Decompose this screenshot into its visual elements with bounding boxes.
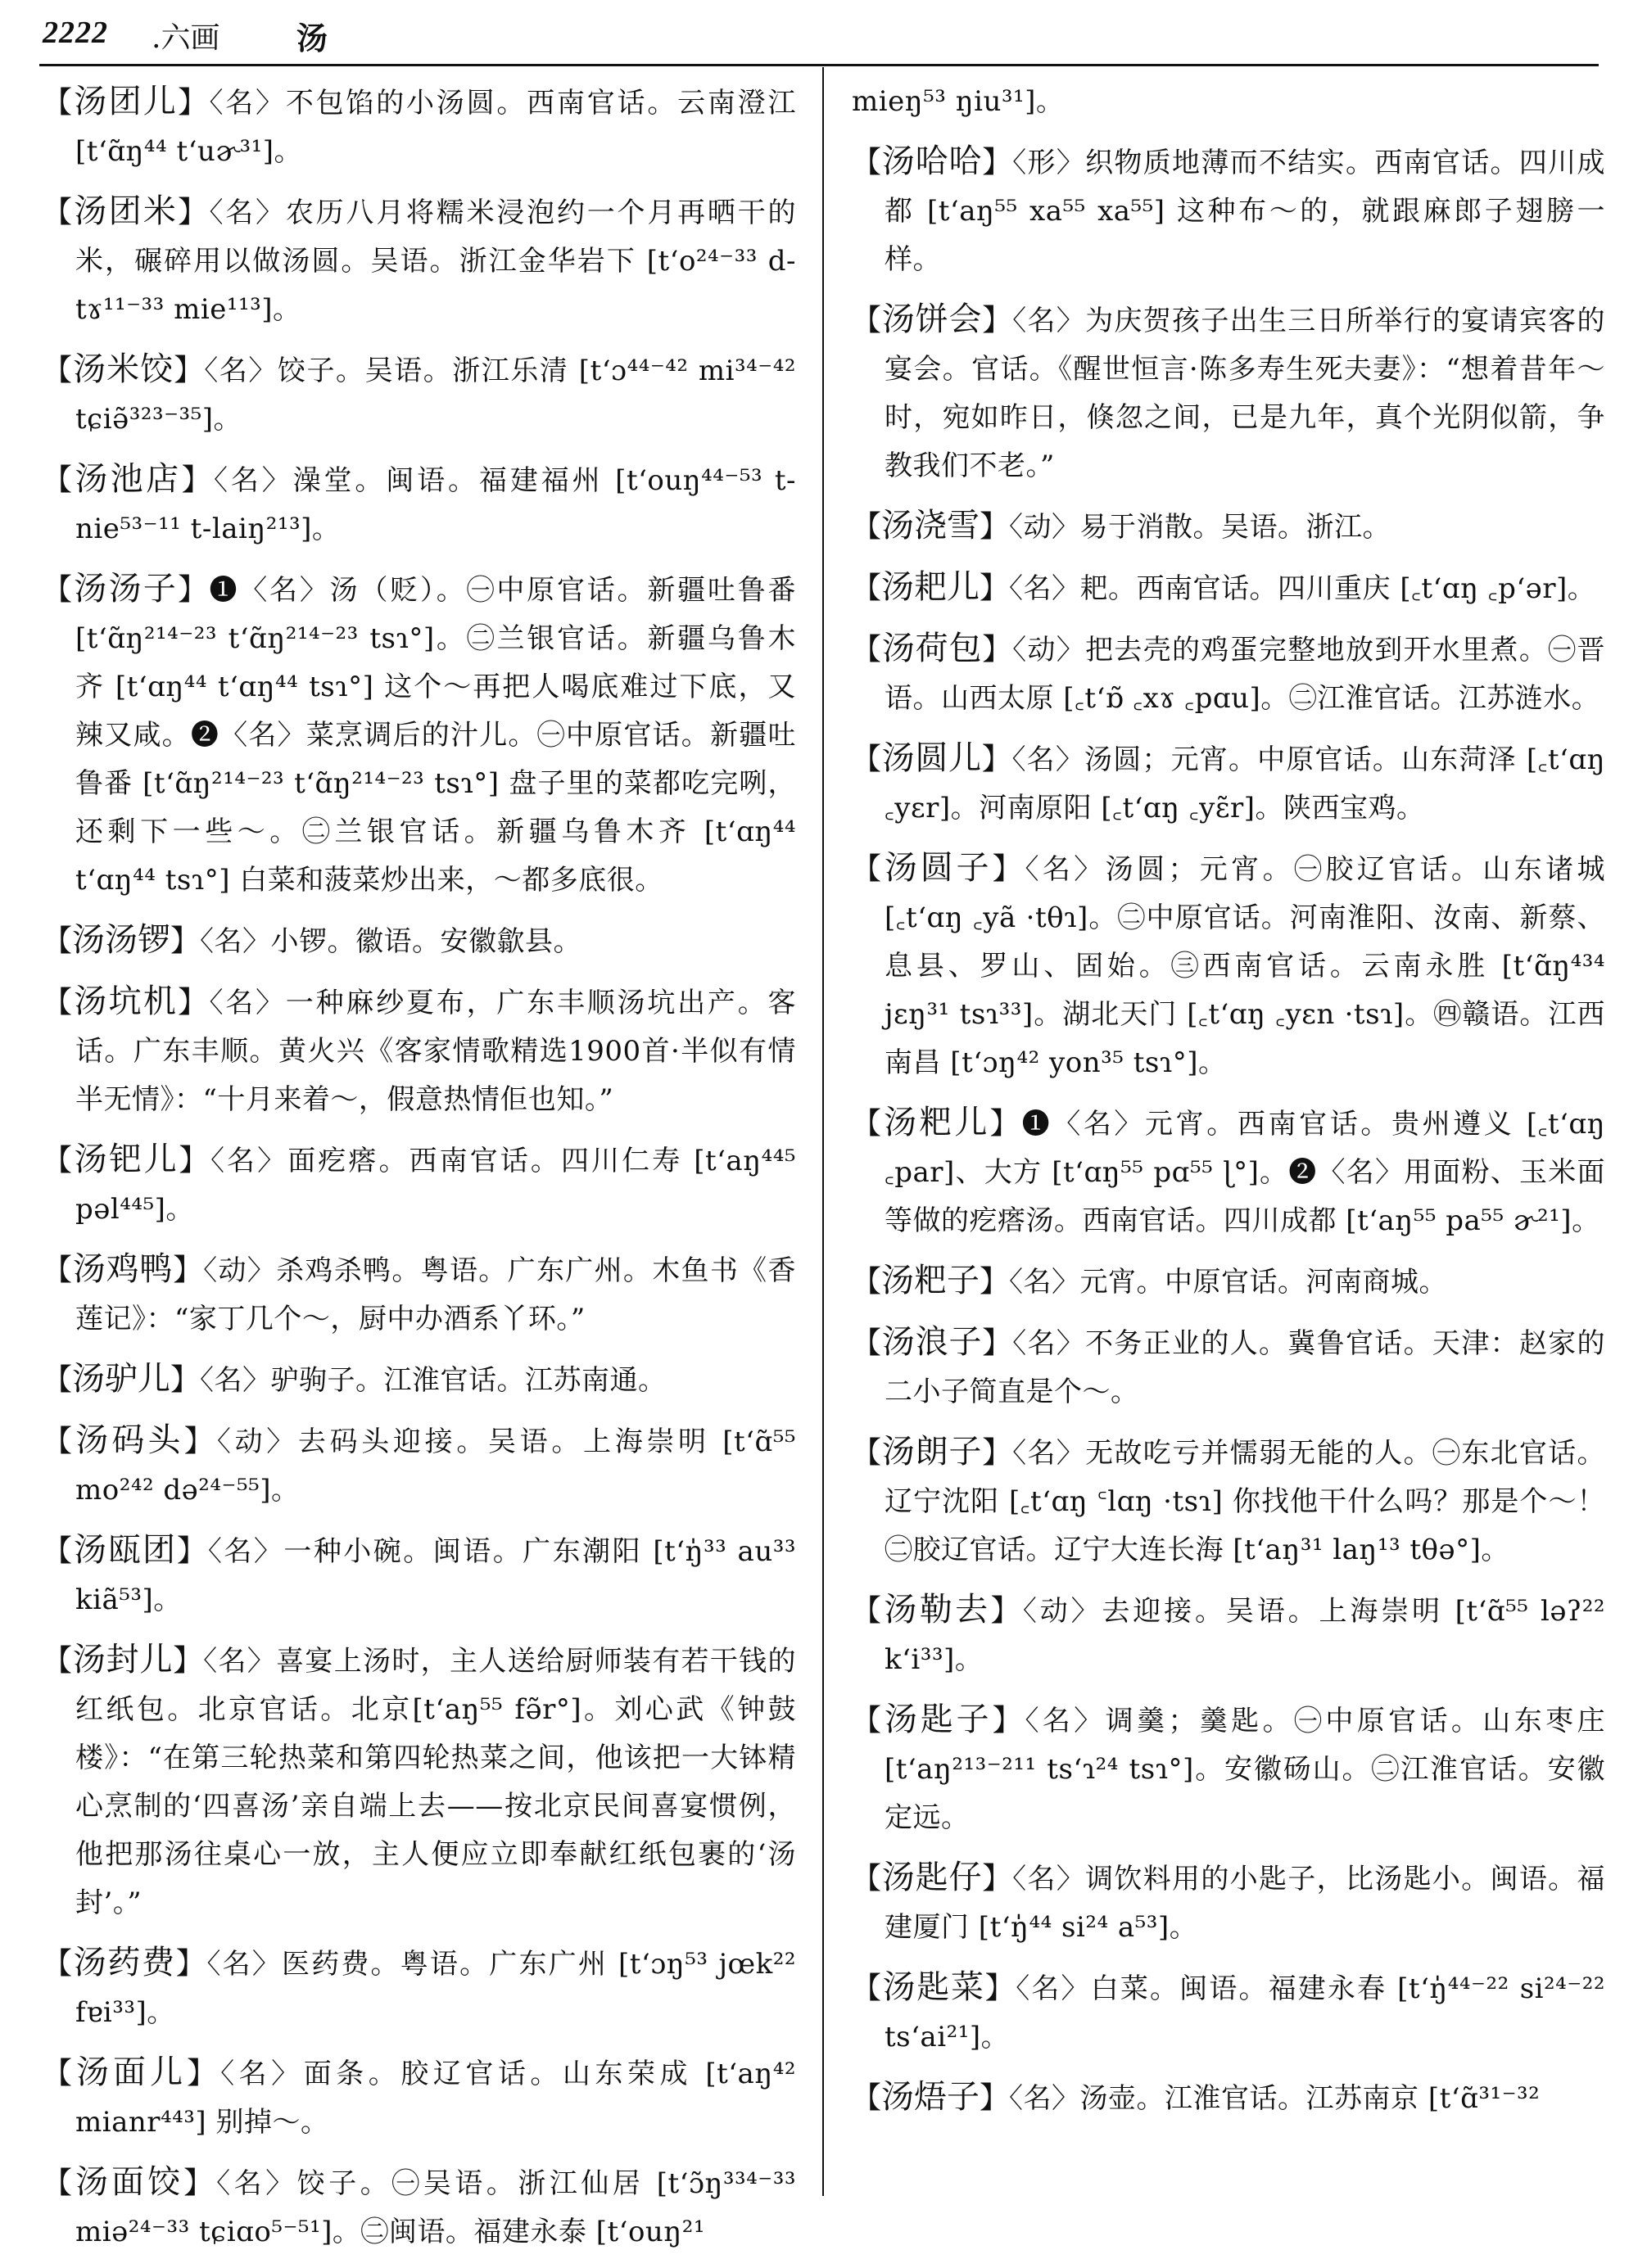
dictionary-entry [852,625,1605,723]
entry-definition: 〈名〉饺子。㊀吴语。浙江仙居 [t‘ɔ̃ŋ³³⁴⁻³³ miə²⁴⁻³³ tɕiɑo⁵⁻⁵¹]。㊁闽语。福建永泰 [t‘ouŋ²¹ [75,2167,796,2248]
entry-definition: 〈名〉耙。西南官话。四川重庆 [꜀t‘ɑŋ ꜀p‘ər]。 [1009,572,1596,605]
entry-headword: 【汤汤锣】 [43,921,201,959]
entry-headword: 【汤粑儿】 [852,1104,1022,1141]
entry-definition: ❶〈名〉元宵。西南官话。贵州遵义 [꜀t‘ɑŋ ꜀par]、大方 [t‘ɑŋ⁵⁵ pɑ⁵⁵ ɭ°]。❷〈名〉用面粉、玉米面等做的疙瘩汤。西南官话。四川成都 [t‘aŋ⁵⁵ pa⁵⁵ ɚ²¹]。 [885,1108,1605,1237]
entry-headword: 【汤圆儿】 [852,739,1012,777]
dictionary-entry [43,978,796,1124]
entry-definition: 〈名〉一种小碗。闽语。广东潮阳 [t‘ŋ̍³³ au³³ kiã⁵³]。 [75,1535,796,1616]
entry-headword: 【汤粑子】 [852,1262,1010,1299]
page-header [0,0,1638,67]
entry-headword: 【汤荷包】 [852,630,1013,667]
dictionary-entry [43,346,796,444]
dictionary-entry [852,1099,1605,1245]
dictionary-entry [43,78,796,176]
entry-definition: ❶〈名〉汤（贬）。㊀中原官话。新疆吐鲁番 [t‘ɑ̃ŋ²¹⁴⁻²³ t‘ɑ̃ŋ²¹⁴⁻²³ tsɿ°]。㊁兰银官话。新疆乌鲁木齐 [t‘ɑŋ⁴⁴ t‘ɑŋ⁴⁴ tsɿ°] 这个～再把人喝底难过下底，又辣又咸。❷〈名〉菜烹调后的汁儿。㊀中原官话。新疆吐鲁番 [t‘ɑ̃ŋ²¹⁴⁻²³ t‘ɑ̃ŋ²¹⁴⁻²³ tsɿ°] 盘子里的菜都吃完咧，还剩下一些～。㊁兰银官话。新疆乌鲁木齐 [t‘ɑŋ⁴⁴ t‘ɑŋ⁴⁴ tsɿ°] 白菜和菠菜炒出来，～都多底很。 [75,574,796,897]
section-label: .六画 [152,21,220,55]
dictionary-entry [43,187,796,334]
dictionary-entry [43,455,796,553]
entry-headword: 【汤米饺】 [43,350,205,388]
entry-headword: 【汤钯儿】 [43,1141,210,1178]
head-character: 汤 [296,20,328,56]
dictionary-entry [852,734,1605,833]
entry-headword: 【汤圆子】 [852,849,1025,887]
dictionary-entry [43,2049,796,2147]
dictionary-entry [852,1257,1605,1307]
entry-definition: 〈名〉医药费。粤语。广东广州 [t‘ɔŋ⁵³ jœk²² fɐi³³]。 [75,1948,796,2029]
entry-headword: 【汤勒去】 [852,1591,1023,1629]
entry-headword: 【汤汤子】 [43,570,210,608]
entry-headword: 【汤码头】 [43,1421,217,1459]
entry-headword: 【汤哈哈】 [852,142,1013,180]
entry-definition: 〈名〉汤壶。江淮官话。江苏南京 [t‘ɑ̃³¹⁻³² [1009,2082,1541,2115]
entry-definition: 〈名〉元宵。中原官话。河南商城。 [1009,1266,1448,1299]
entry-definition: 〈动〉杀鸡杀鸭。粤语。广东广州。木鱼书《香莲记》：“家丁几个～，厨中办酒系丫环。” [75,1254,796,1335]
entry-definition: 〈名〉小锣。徽语。安徽歙县。 [200,925,582,958]
entry-headword: 【汤驴儿】 [43,1360,201,1398]
entry-headword: 【汤面儿】 [43,2053,221,2091]
column-divider [822,67,824,2196]
entry-headword: 【汤匙菜】 [852,1968,1016,2006]
entry-definition: 〈名〉驴驹子。江淮官话。江苏南通。 [200,1364,667,1397]
entry-definition: 〈动〉易于消散。吴语。浙江。 [1009,511,1391,544]
entry-definition: mieŋ⁵³ ŋiu³¹]。 [852,85,1065,118]
dictionary-entry [43,1416,796,1515]
entry-definition: 〈名〉一种麻纱夏布，广东丰顺汤坑出产。客话。广东丰顺。黄火兴《客家情歌精选1900首·半似有情半无情》：“十月来着～，假意热情佢也知。” [75,987,796,1116]
entry-definition: 〈名〉面条。胶辽官话。山东荣成 [t‘aŋ⁴² mianr⁴⁴³] 别掉～。 [75,2058,796,2139]
entry-headword: 【汤团儿】 [43,83,210,120]
dictionary-entry [852,563,1605,613]
dictionary-entry [43,2158,796,2257]
dictionary-entry [43,1136,796,1234]
entry-headword: 【汤匙子】 [852,1701,1025,1738]
dictionary-entry [852,2073,1605,2123]
entry-definition: 〈名〉无故吃亏并懦弱无能的人。㊀东北官话。辽宁沈阳 [꜀t‘ɑŋ ꜂lɑŋ ·tsɿ] 你找他干什么吗？那是个～！㊁胶辽官话。辽宁大连长海 [t‘aŋ³¹ laŋ¹³ tθə°]。 [885,1437,1605,1566]
entry-definition: 〈名〉白菜。闽语。福建永春 [t‘ŋ̍⁴⁴⁻²² si²⁴⁻²² ts‘ai²¹]。 [885,1972,1605,2053]
dictionary-entry [43,1355,796,1405]
entry-definition: 〈名〉喜宴上汤时，主人送给厨师装有若干钱的红纸包。北京官话。北京[t‘aŋ⁵⁵ fə̃r°]。刘心武《钟鼓楼》：“在第三轮热菜和第四轮热菜之间，他该把一大钵精心烹制的‘四喜汤’亲自端上去——按北京民间喜宴惯例，他把那汤往桌心一放，主人便应立即奉献红纸包裹的‘汤封’。” [75,1645,796,1919]
entry-headword: 【汤团米】 [43,192,210,230]
entry-definition: 〈名〉汤圆；元宵。㊀胶辽官话。山东诸城 [꜀t‘ɑŋ ꜀yã ·tθɿ]。㊁中原官话。河南淮阳、汝南、新蔡、息县、罗山、固始。㊂西南官话。云南永胜 [t‘ɑ̃ŋ⁴³⁴ jɛŋ³¹ tsɿ³³]。湖北天门 [꜀t‘ɑŋ ꜀yɛn ·tsɿ]。㊃赣语。江西南昌 [t‘ɔŋ⁴² yon³⁵ tsɿ°]。 [885,853,1605,1079]
entry-definition: 〈动〉去迎接。吴语。上海崇明 [t‘ɑ̃⁵⁵ ləʔ²² k‘i³³]。 [885,1595,1605,1676]
entry-definition: 〈名〉饺子。吴语。浙江乐清 [t‘ɔ⁴⁴⁻⁴² mi³⁴⁻⁴² tɕiə̃³²³⁻³⁵]。 [75,355,796,436]
entry-definition: 〈名〉调羹；羹匙。㊀中原官话。山东枣庄 [t‘aŋ²¹³⁻²¹¹ ts‘ɿ²⁴ tsɿ°]。安徽砀山。㊁江淮官话。安徽定远。 [885,1705,1605,1834]
dictionary-entry [43,565,796,905]
dictionary-entry [43,1636,796,1927]
entry-definition: 〈名〉澡堂。闽语。福建福州 [t‘ouŋ⁴⁴⁻⁵³ t-nie⁵³⁻¹¹ t-laiŋ²¹³]。 [75,464,796,545]
entry-headword: 【汤耙儿】 [852,568,1010,606]
entry-headword: 【汤池店】 [43,460,214,498]
entry-headword: 【汤饼会】 [852,300,1013,338]
page-number: 2222 [43,16,108,50]
dictionary-entry [852,1696,1605,1842]
dictionary-entry [852,296,1605,490]
right-column [852,78,1605,2135]
entry-definition: 〈动〉去码头迎接。吴语。上海崇明 [t‘ɑ̃⁵⁵ mo²⁴² də²⁴⁻⁵⁵]。 [75,1425,796,1507]
entry-definition: 〈名〉不包馅的小汤圆。西南官话。云南澄江 [t‘ɑ̃ŋ⁴⁴ t‘uɚ³¹]。 [75,87,796,168]
dictionary-entry [852,844,1605,1087]
entry-headword: 【汤浇雪】 [852,507,1010,544]
entry-definition: 〈动〉把去壳的鸡蛋完整地放到开水里煮。㊀晋语。山西太原 [꜀t‘ɒ̃ ꜀xɤ ꜀pɑu]。㊁江淮官话。江苏涟水。 [885,634,1605,715]
entry-headword: 【汤封儿】 [43,1641,204,1678]
entry-headword: 【汤药费】 [43,1944,207,1981]
dictionary-entry [852,1586,1605,1684]
dictionary-entry [43,916,796,966]
entry-definition: 〈名〉面疙瘩。西南官话。四川仁寿 [t‘aŋ⁴⁴⁵ pəl⁴⁴⁵]。 [75,1145,796,1226]
entry-definition: 〈名〉农历八月将糯米浸泡约一个月再晒干的米，碾碎用以做汤圆。吴语。浙江金华岩下 [t‘o²⁴⁻³³ d-tɤ¹¹⁻³³ mie¹¹³]。 [75,197,796,326]
dictionary-entry [852,1963,1605,2062]
entry-headword: 【汤面饺】 [43,2163,217,2201]
entry-headword: 【汤浪子】 [852,1323,1013,1361]
entry-headword: 【汤朗子】 [852,1433,1013,1471]
entry-definition: 〈名〉不务正业的人。冀鲁官话。天津：赵家的二小子简直是个～。 [885,1327,1605,1408]
dictionary-entry [43,1939,796,2037]
left-column [43,78,796,2268]
entry-headword: 【汤鸡鸭】 [43,1250,204,1288]
entry-headword: 【汤焐子】 [852,2078,1010,2116]
dictionary-entry [852,78,1605,126]
dictionary-entry [852,1318,1605,1416]
dictionary-entry [852,1428,1605,1574]
dictionary-entry [852,138,1605,284]
dictionary-entry [43,1526,796,1624]
entry-headword: 【汤瓯团】 [43,1531,208,1569]
entry-definition: 〈名〉调饮料用的小匙子，比汤匙小。闽语。福建厦门 [t‘ŋ̍⁴⁴ si²⁴ a⁵³]。 [885,1863,1605,1944]
entry-headword: 【汤坑机】 [43,983,210,1020]
entry-definition: 〈名〉汤圆；元宵。中原官话。山东菏泽 [꜀t‘ɑŋ ꜀yɛr]。河南原阳 [꜀t‘ɑŋ ꜀yɛ̃r]。陕西宝鸡。 [885,743,1605,825]
dictionary-entry [43,1245,796,1344]
header-rule [39,64,1599,66]
dictionary-entry [852,1854,1605,1952]
dictionary-entry [852,502,1605,552]
entry-headword: 【汤匙仔】 [852,1859,1013,1896]
entry-definition: 〈形〉织物质地薄而不结实。西南官话。四川成都 [t‘aŋ⁵⁵ xa⁵⁵ xa⁵⁵] 这种布～的，就跟麻郎子翅膀一样。 [885,147,1605,276]
entry-definition: 〈名〉为庆贺孩子出生三日所举行的宴请宾客的宴会。官话。《醒世恒言·陈多寿生死夫妻》：“想着昔年～时，宛如昨日，倏忽之间，已是九年，真个光阴似箭，争教我们不老。” [885,305,1605,482]
